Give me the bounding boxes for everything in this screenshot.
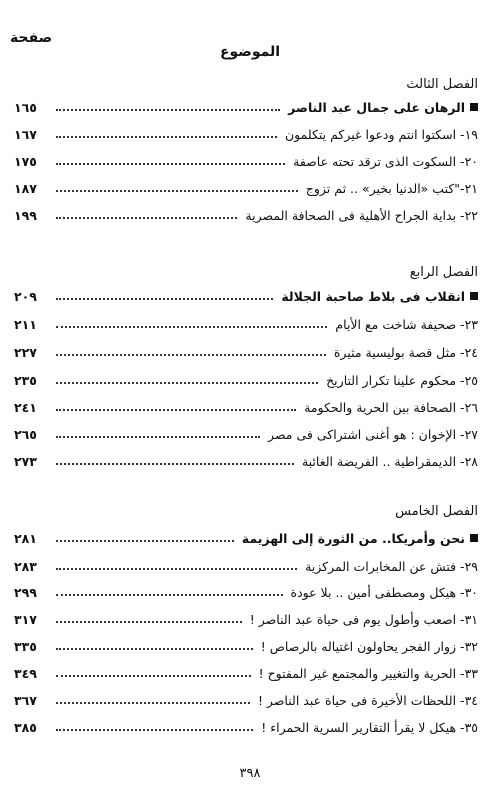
toc-row-page: ٢١١	[14, 316, 37, 332]
leader-dots	[56, 675, 251, 677]
leader-dots	[56, 594, 283, 596]
toc-row-page: ٣٨٥	[14, 719, 37, 735]
toc-row-title: ٢٥- محكوم علينا تكرار التاريخ	[326, 372, 478, 388]
toc-row-title: ٢٠- السكوت الذى ترقد تحته عاصفة	[293, 153, 478, 169]
toc-row-page: ١٨٧	[14, 180, 37, 196]
toc-row-title: نحن وأمريكا.. من الثورة إلى الهزيمة	[241, 530, 465, 546]
leader-dots	[56, 463, 294, 465]
toc-row-title: ٢٦- الصحافة بين الحرية والحكومة	[304, 399, 478, 415]
toc-row-title: ٢٤- مثل قصة بوليسية مثيرة	[333, 344, 478, 360]
toc-row	[14, 555, 478, 577]
leader-dots	[56, 382, 318, 384]
toc-row	[14, 689, 478, 711]
toc-row-title: ٣٥- هيكل لا يقرأ التقارير السرية الحمراء !	[261, 719, 478, 735]
toc-row-page: ٢٢٧	[14, 344, 37, 360]
toc-row	[14, 150, 478, 172]
toc-row	[14, 313, 478, 335]
toc-row-title: ٣٠- هيكل ومصطفى أمين .. بلا عودة	[290, 584, 478, 600]
toc-row	[14, 396, 478, 418]
toc-row	[14, 123, 478, 145]
toc-row-page: ٢٨٣	[14, 558, 37, 574]
toc-row-title: ١٩- اسكتوا انتم ودعوا غيركم يتكلمون	[284, 126, 478, 142]
toc-row-page: ٢٣٥	[14, 372, 37, 388]
leader-dots	[56, 729, 253, 731]
leader-dots	[56, 190, 298, 192]
toc-row-page: ٢٧٣	[14, 453, 37, 469]
toc-row-title: ٢٣- صحيفة شاخت مع الأيام	[335, 316, 478, 332]
chapter-title: الفصل الرابع	[409, 265, 478, 280]
toc-row	[14, 177, 478, 199]
square-bullet-icon	[470, 534, 478, 542]
toc-row	[14, 635, 478, 657]
toc-row-page: ٣٤٩	[14, 665, 37, 681]
toc-row	[14, 341, 478, 363]
toc-row-page: ٢٠٩	[14, 288, 37, 304]
leader-dots	[56, 648, 253, 650]
toc-row-page: ١٩٩	[14, 207, 37, 223]
toc-row-title: ٣١- اصعب وأطول يوم فى حياة عبد الناصر !	[249, 611, 478, 627]
toc-row	[14, 204, 478, 226]
toc-row-title: ٢٨- الديمقراطية .. الفريضة الغائبة	[301, 453, 478, 469]
chapter-title: الفصل الخامس	[395, 504, 478, 519]
leader-dots	[56, 109, 280, 111]
toc-row-title: ٢٢- بداية الجراح الأهلية فى الصحافة المصرية	[245, 207, 478, 223]
page-column-header: صفحة	[10, 30, 53, 46]
toc-row-page: ١٦٥	[14, 99, 37, 115]
leader-dots	[56, 217, 237, 219]
toc-row-title: ٢٧- الإخوان : هو أغنى اشتراكى فى مصر	[268, 426, 478, 442]
toc-row-title: ٣٢- زوار الفجر يحاولون اغتياله بالرصاص !	[260, 638, 478, 654]
toc-row	[14, 285, 478, 307]
leader-dots	[56, 163, 285, 165]
toc-row-title: ٣٤- اللحظات الأخيرة فى حياة عبد الناصر !	[257, 692, 478, 708]
leader-dots	[56, 298, 273, 300]
leader-dots	[56, 409, 296, 411]
toc-row	[14, 450, 478, 472]
toc-row-page: ٢٩٩	[14, 584, 37, 600]
toc-row	[14, 662, 478, 684]
leader-dots	[56, 702, 250, 704]
toc-row-title: ٢١-"كتب «الدنيا بخير» .. ثم تزوج	[305, 180, 478, 196]
toc-row-title: الرهان على جمال عبد الناصر	[288, 99, 465, 115]
square-bullet-icon	[470, 292, 478, 300]
toc-row	[14, 423, 478, 445]
toc-row-title: ٣٣- الحرية والتغيير والمجتمع غير المفتوح !	[258, 665, 478, 681]
toc-row-page: ٣٣٥	[14, 638, 37, 654]
leader-dots	[56, 621, 242, 623]
toc-row-page: ١٦٧	[14, 126, 37, 142]
topic-column-header: الموضوع	[219, 44, 281, 60]
toc-row-page: ٣١٧	[14, 611, 37, 627]
leader-dots	[56, 540, 234, 542]
toc-row	[14, 527, 478, 549]
page-number: ٣٩٨	[239, 766, 261, 781]
chapter-title: الفصل الثالث	[406, 77, 478, 92]
toc-row	[14, 716, 478, 738]
toc-row-page: ٢٤١	[14, 399, 37, 415]
toc-row	[14, 96, 478, 118]
leader-dots	[56, 136, 277, 138]
toc-row	[14, 581, 478, 603]
toc-row-title: ٢٩- فتش عن المخابرات المركزية	[305, 558, 478, 574]
leader-dots	[56, 568, 297, 570]
toc-row-page: ٢٦٥	[14, 426, 37, 442]
toc-row-page: ٣٦٧	[14, 692, 37, 708]
leader-dots	[56, 354, 326, 356]
leader-dots	[56, 436, 260, 438]
toc-row-title: انقلاب فى بلاط صاحبة الجلالة	[281, 288, 465, 304]
toc-row-page: ١٧٥	[14, 153, 37, 169]
toc-row	[14, 608, 478, 630]
square-bullet-icon	[470, 103, 478, 111]
toc-row-page: ٢٨١	[14, 530, 37, 546]
leader-dots	[56, 326, 327, 328]
toc-row	[14, 369, 478, 391]
